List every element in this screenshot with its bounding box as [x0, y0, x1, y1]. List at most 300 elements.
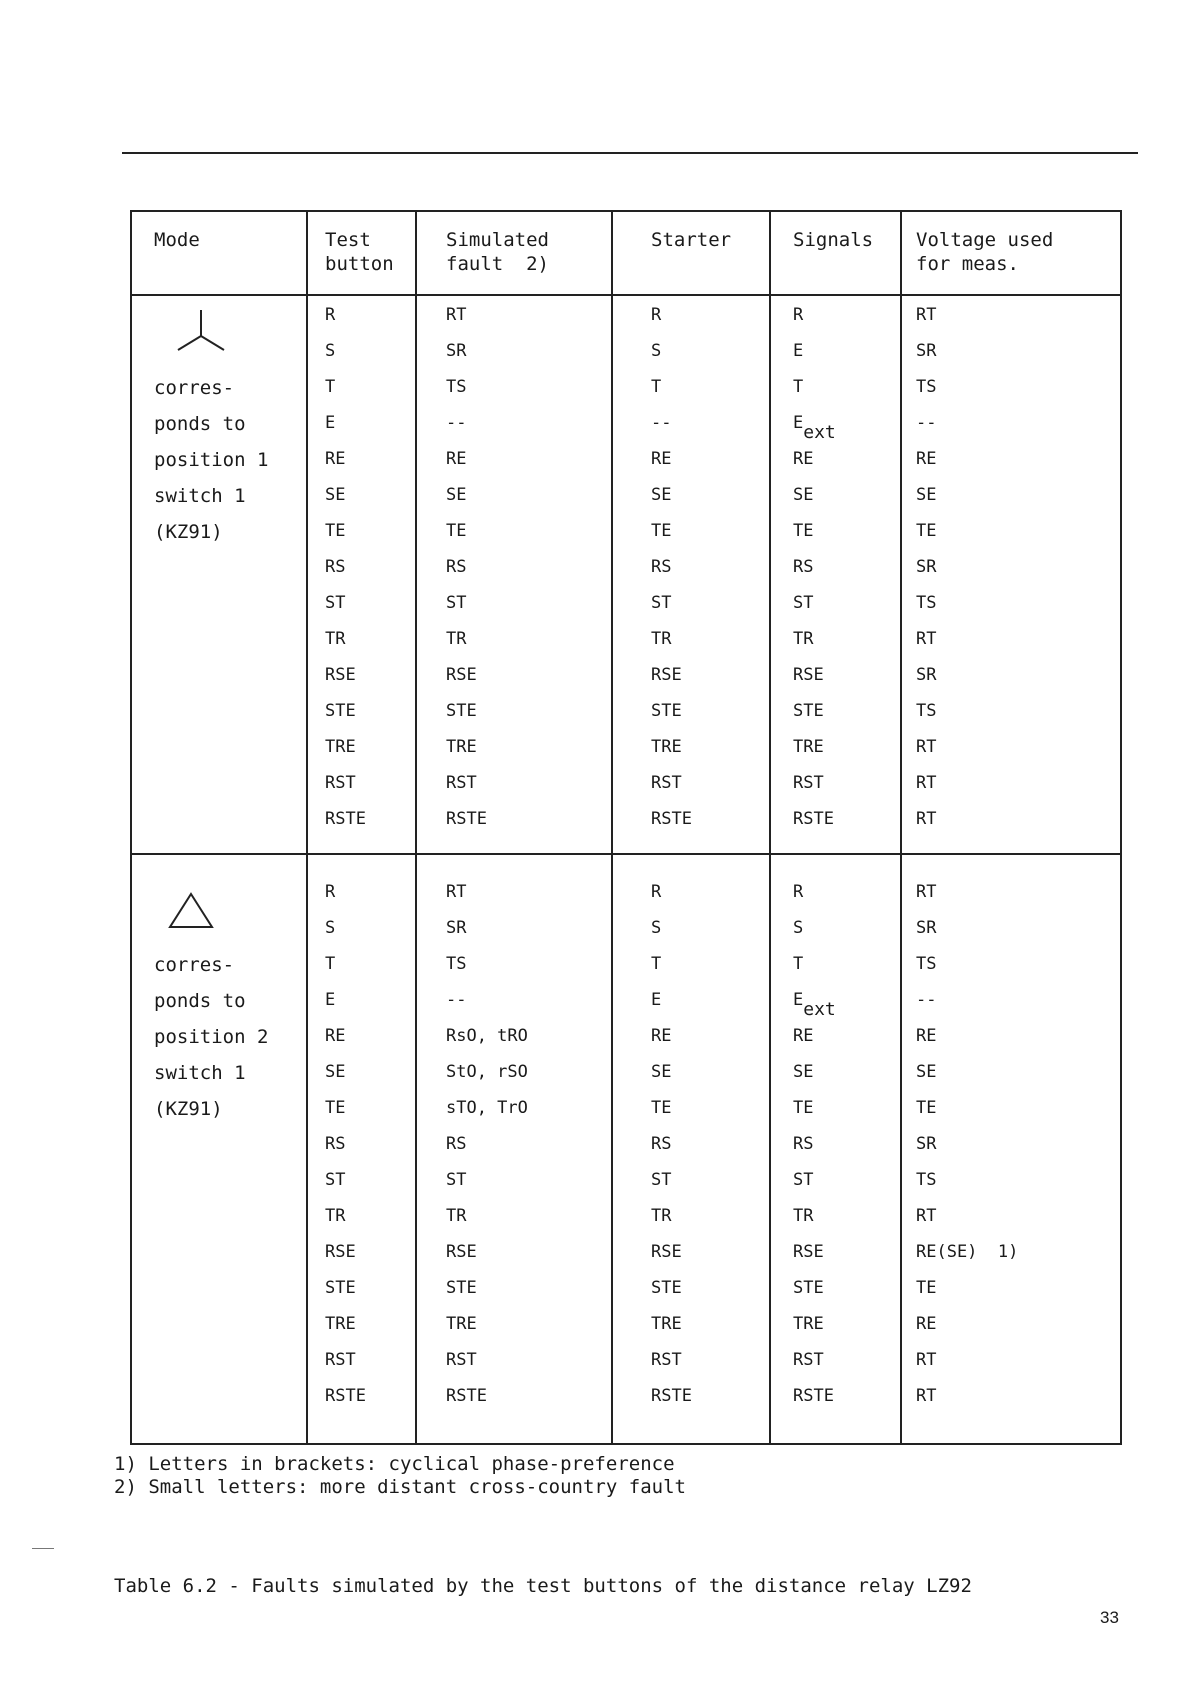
cell-signal-value: E: [793, 413, 804, 433]
cell-voltage: [916, 881, 936, 903]
cell-test: [325, 412, 335, 434]
cell-fault: [446, 376, 466, 398]
cell-signal: [793, 556, 813, 578]
cell-signal-value: RS: [793, 1134, 814, 1154]
header-signals: Signals: [793, 229, 874, 251]
cell-starter: [651, 1349, 682, 1371]
cell-fault: [446, 736, 477, 758]
cell-fault: [446, 1241, 477, 1263]
cell-signal: [793, 376, 803, 398]
cell-voltage: [916, 700, 936, 722]
section-divider: [132, 853, 1120, 855]
cell-fault: [446, 1061, 528, 1083]
cell-voltage-value: RE: [916, 1314, 937, 1334]
column-divider: [415, 212, 417, 1443]
cell-starter-value: R: [651, 305, 662, 325]
cell-starter: [651, 628, 671, 650]
cell-starter-value: TR: [651, 1206, 672, 1226]
cell-voltage: [916, 556, 936, 578]
star-icon: [176, 310, 226, 352]
cell-signal-subscript: ext: [803, 422, 836, 443]
cell-voltage: [916, 772, 936, 794]
cell-signal: [793, 989, 836, 1020]
mode-line: position 2: [154, 1026, 269, 1048]
cell-fault-value: ST: [446, 1170, 467, 1190]
cell-test: [325, 1025, 345, 1047]
cell-fault: [446, 340, 466, 362]
cell-starter-value: ST: [651, 593, 672, 613]
cell-starter: [651, 1133, 671, 1155]
cell-voltage-value: RT: [916, 773, 937, 793]
cell-starter: [651, 484, 671, 506]
cell-test-value: RS: [325, 557, 346, 577]
cell-starter: [651, 1241, 682, 1263]
cell-signal: [793, 1169, 813, 1191]
cell-signal-value: TRE: [793, 737, 824, 757]
cell-starter: [651, 412, 671, 434]
cell-fault-value: RSE: [446, 1242, 477, 1262]
cell-fault: [446, 628, 466, 650]
cell-test-value: SE: [325, 485, 346, 505]
cell-signal: [793, 1025, 813, 1047]
cell-voltage: [916, 917, 936, 939]
cell-voltage: [916, 664, 936, 686]
cell-signal: [793, 881, 803, 903]
cell-test: [325, 1385, 366, 1407]
cell-voltage: [916, 376, 936, 398]
cell-signal-value: RSE: [793, 665, 824, 685]
cell-test-value: RSE: [325, 1242, 356, 1262]
cell-starter-value: T: [651, 377, 662, 397]
cell-signal-value: RSTE: [793, 809, 834, 829]
cell-starter: [651, 448, 671, 470]
cell-voltage: [916, 1097, 936, 1119]
cell-signal: [793, 592, 813, 614]
cell-test: [325, 484, 345, 506]
cell-fault-value: StO, rSO: [446, 1062, 528, 1082]
mode-line: (KZ91): [154, 521, 223, 543]
cell-test: [325, 736, 356, 758]
cell-starter-value: RSE: [651, 1242, 682, 1262]
cell-starter-value: STE: [651, 1278, 682, 1298]
cell-voltage: [916, 1133, 936, 1155]
cell-signal-value: SE: [793, 1062, 814, 1082]
cell-signal: [793, 1277, 824, 1299]
cell-signal: [793, 340, 803, 362]
cell-fault-value: STE: [446, 701, 477, 721]
cell-signal: [793, 628, 813, 650]
cell-test-value: RE: [325, 1026, 346, 1046]
cell-starter: [651, 1205, 671, 1227]
cell-test: [325, 1349, 356, 1371]
delta-triangle-icon: [168, 892, 214, 930]
cell-test: [325, 772, 356, 794]
cell-starter: [651, 376, 661, 398]
cell-voltage: [916, 1061, 936, 1083]
cell-signal: [793, 808, 834, 830]
cell-signal: [793, 736, 824, 758]
cell-test-value: RSTE: [325, 1386, 366, 1406]
cell-fault-value: TS: [446, 954, 467, 974]
cell-fault: [446, 304, 466, 326]
cell-starter: [651, 1097, 671, 1119]
cell-voltage-value: RE: [916, 1026, 937, 1046]
cell-signal-value: STE: [793, 1278, 824, 1298]
cell-fault-value: SE: [446, 485, 467, 505]
cell-signal: [793, 1061, 813, 1083]
cell-voltage: [916, 1277, 936, 1299]
cell-fault: [446, 917, 466, 939]
cell-voltage-value: RT: [916, 882, 937, 902]
cell-voltage: [916, 1241, 1018, 1263]
cell-test: [325, 989, 335, 1011]
cell-fault-value: TR: [446, 629, 467, 649]
cell-test-value: ST: [325, 593, 346, 613]
cell-signal-value: T: [793, 377, 804, 397]
cell-signal-value: TE: [793, 521, 814, 541]
cell-starter: [651, 881, 661, 903]
cell-fault-value: ST: [446, 593, 467, 613]
cell-starter: [651, 700, 682, 722]
cell-signal-value: T: [793, 954, 804, 974]
cell-voltage: [916, 736, 936, 758]
column-divider: [900, 212, 902, 1443]
header-simulated-fault-line1: Simulated: [446, 229, 549, 251]
cell-test: [325, 448, 345, 470]
cell-voltage-value: RT: [916, 1206, 937, 1226]
cell-signal-value: RS: [793, 557, 814, 577]
cell-voltage: [916, 304, 936, 326]
mode-line: (KZ91): [154, 1098, 223, 1120]
cell-voltage-value: RE: [916, 449, 937, 469]
top-rule: [122, 152, 1138, 154]
cell-voltage-value: TE: [916, 521, 937, 541]
cell-voltage: [916, 484, 936, 506]
cell-voltage-value: --: [916, 990, 937, 1010]
cell-test: [325, 304, 335, 326]
cell-voltage-value: TE: [916, 1278, 937, 1298]
cell-fault-value: STE: [446, 1278, 477, 1298]
cell-voltage-value: TS: [916, 377, 937, 397]
cell-voltage-value: RT: [916, 1350, 937, 1370]
cell-starter-value: RS: [651, 557, 672, 577]
cell-starter-value: S: [651, 341, 662, 361]
cell-test-value: TRE: [325, 1314, 356, 1334]
cell-starter-value: RSTE: [651, 809, 692, 829]
cell-test-value: STE: [325, 701, 356, 721]
cell-fault-value: --: [446, 413, 467, 433]
cell-fault: [446, 448, 466, 470]
cell-fault-value: SR: [446, 341, 467, 361]
cell-fault: [446, 484, 466, 506]
cell-fault: [446, 881, 466, 903]
header-test-button-line2: button: [325, 253, 394, 275]
cell-fault-value: RST: [446, 773, 477, 793]
cell-voltage: [916, 953, 936, 975]
cell-signal-value: RST: [793, 773, 824, 793]
cell-voltage-value: SR: [916, 557, 937, 577]
cell-test: [325, 1313, 356, 1335]
cell-test: [325, 592, 345, 614]
cell-signal-value: SE: [793, 485, 814, 505]
cell-signal-value: STE: [793, 701, 824, 721]
cell-fault-value: RS: [446, 557, 467, 577]
cell-voltage-value: RT: [916, 305, 937, 325]
cell-test: [325, 917, 335, 939]
cell-starter: [651, 1061, 671, 1083]
cell-fault: [446, 808, 487, 830]
mode-line: switch 1: [154, 485, 246, 507]
cell-test-value: TRE: [325, 737, 356, 757]
cell-starter: [651, 736, 682, 758]
cell-fault: [446, 592, 466, 614]
cell-test: [325, 1277, 356, 1299]
cell-test-value: T: [325, 954, 336, 974]
cell-signal-value: RE: [793, 449, 814, 469]
cell-signal-value: ST: [793, 1170, 814, 1190]
cell-test-value: E: [325, 413, 336, 433]
cell-voltage: [916, 520, 936, 542]
cell-voltage-value: SR: [916, 918, 937, 938]
cell-fault-value: TRE: [446, 1314, 477, 1334]
cell-signal-value: RSTE: [793, 1386, 834, 1406]
cell-voltage-value: TS: [916, 701, 937, 721]
cell-signal: [793, 1385, 834, 1407]
cell-signal-value: RSE: [793, 1242, 824, 1262]
footnote-1: 1) Letters in brackets: cyclical phase-preference: [114, 1453, 675, 1475]
cell-fault-value: RSTE: [446, 809, 487, 829]
column-divider: [611, 212, 613, 1443]
cell-fault: [446, 700, 477, 722]
cell-test: [325, 664, 356, 686]
cell-voltage-value: SR: [916, 341, 937, 361]
margin-mark: [32, 1548, 54, 1549]
cell-test: [325, 340, 335, 362]
cell-starter: [651, 1385, 692, 1407]
cell-signal-value: R: [793, 882, 804, 902]
cell-signal: [793, 484, 813, 506]
cell-fault-value: RsO, tRO: [446, 1026, 528, 1046]
cell-test-value: RSE: [325, 665, 356, 685]
cell-voltage-value: TS: [916, 593, 937, 613]
cell-test: [325, 1205, 345, 1227]
cell-fault: [446, 1385, 487, 1407]
cell-starter-value: E: [651, 990, 662, 1010]
cell-fault-value: RE: [446, 449, 467, 469]
mode-line: corres-: [154, 954, 235, 976]
header-mode: Mode: [154, 229, 200, 251]
cell-test: [325, 1061, 345, 1083]
cell-signal: [793, 772, 824, 794]
cell-starter: [651, 917, 661, 939]
mode-line: ponds to: [154, 413, 246, 435]
header-starter: Starter: [651, 229, 732, 251]
cell-signal-value: TR: [793, 629, 814, 649]
cell-starter-value: RST: [651, 1350, 682, 1370]
cell-starter-value: RSE: [651, 665, 682, 685]
cell-voltage-value: SR: [916, 665, 937, 685]
cell-voltage: [916, 412, 936, 434]
header-test-button-line1: Test: [325, 229, 371, 251]
cell-fault-value: SR: [446, 918, 467, 938]
cell-signal-subscript: ext: [803, 999, 836, 1020]
cell-signal: [793, 664, 824, 686]
cell-test-value: RST: [325, 1350, 356, 1370]
cell-voltage-value: --: [916, 413, 937, 433]
cell-starter-value: TE: [651, 521, 672, 541]
cell-fault-value: RSE: [446, 665, 477, 685]
cell-voltage: [916, 808, 936, 830]
cell-fault: [446, 1025, 528, 1047]
cell-test-value: RSTE: [325, 809, 366, 829]
cell-voltage: [916, 989, 936, 1011]
cell-starter: [651, 1313, 682, 1335]
cell-test-value: RE: [325, 449, 346, 469]
cell-starter-value: R: [651, 882, 662, 902]
column-divider: [306, 212, 308, 1443]
cell-signal-value: R: [793, 305, 804, 325]
cell-fault-value: TRE: [446, 737, 477, 757]
cell-voltage-value: SR: [916, 1134, 937, 1154]
cell-signal-value: TE: [793, 1098, 814, 1118]
cell-test-value: TR: [325, 1206, 346, 1226]
cell-test: [325, 1133, 345, 1155]
cell-voltage-value: RT: [916, 629, 937, 649]
cell-fault-value: RSTE: [446, 1386, 487, 1406]
cell-voltage-value: SE: [916, 1062, 937, 1082]
cell-fault: [446, 1313, 477, 1335]
cell-test-value: TE: [325, 521, 346, 541]
cell-signal-value: E: [793, 990, 804, 1010]
cell-test: [325, 700, 356, 722]
cell-starter-value: RE: [651, 1026, 672, 1046]
cell-fault-value: RT: [446, 882, 467, 902]
cell-voltage-value: RT: [916, 737, 937, 757]
cell-signal: [793, 520, 813, 542]
cell-voltage: [916, 1025, 936, 1047]
cell-fault: [446, 1205, 466, 1227]
table-caption: Table 6.2 - Faults simulated by the test buttons of the distance relay LZ92: [114, 1575, 972, 1597]
column-divider: [769, 212, 771, 1443]
header-voltage-line1: Voltage used: [916, 229, 1054, 251]
cell-signal-value: TRE: [793, 1314, 824, 1334]
cell-signal: [793, 1205, 813, 1227]
cell-starter-value: TRE: [651, 1314, 682, 1334]
cell-starter: [651, 953, 661, 975]
cell-test-value: RST: [325, 773, 356, 793]
cell-starter-value: RST: [651, 773, 682, 793]
header-simulated-fault-line2: fault 2): [446, 253, 549, 275]
cell-test-value: ST: [325, 1170, 346, 1190]
cell-fault-value: sTO, TrO: [446, 1098, 528, 1118]
cell-voltage-value: RT: [916, 809, 937, 829]
cell-fault: [446, 1277, 477, 1299]
cell-starter: [651, 304, 661, 326]
cell-starter-value: RS: [651, 1134, 672, 1154]
cell-test-value: S: [325, 918, 336, 938]
cell-fault: [446, 772, 477, 794]
cell-voltage-value: RE(SE) 1): [916, 1242, 1019, 1262]
cell-signal-value: S: [793, 918, 804, 938]
cell-starter-value: TRE: [651, 737, 682, 757]
cell-starter-value: S: [651, 918, 662, 938]
cell-signal: [793, 1097, 813, 1119]
page-number: 33: [1100, 1608, 1119, 1627]
cell-test: [325, 881, 335, 903]
cell-test-value: R: [325, 882, 336, 902]
cell-test-value: SE: [325, 1062, 346, 1082]
cell-fault-value: --: [446, 990, 467, 1010]
cell-fault: [446, 953, 466, 975]
cell-fault-value: RST: [446, 1350, 477, 1370]
mode-line: ponds to: [154, 990, 246, 1012]
cell-voltage: [916, 340, 936, 362]
mode-line: position 1: [154, 449, 269, 471]
cell-voltage-value: TS: [916, 954, 937, 974]
cell-signal-value: ST: [793, 593, 814, 613]
cell-starter-value: TE: [651, 1098, 672, 1118]
cell-starter: [651, 1277, 682, 1299]
cell-starter: [651, 772, 682, 794]
cell-starter: [651, 340, 661, 362]
header-voltage-line2: for meas.: [916, 253, 1019, 275]
mode-line: corres-: [154, 377, 235, 399]
cell-starter: [651, 808, 692, 830]
cell-signal: [793, 1349, 824, 1371]
cell-test: [325, 953, 335, 975]
cell-starter: [651, 556, 671, 578]
cell-test-value: TR: [325, 629, 346, 649]
cell-voltage-value: SE: [916, 485, 937, 505]
cell-fault: [446, 520, 466, 542]
cell-test-value: TE: [325, 1098, 346, 1118]
cell-starter-value: ST: [651, 1170, 672, 1190]
cell-test-value: R: [325, 305, 336, 325]
cell-signal: [793, 953, 803, 975]
cell-test-value: STE: [325, 1278, 356, 1298]
cell-voltage: [916, 1205, 936, 1227]
cell-test: [325, 808, 366, 830]
cell-signal: [793, 1133, 813, 1155]
cell-starter-value: T: [651, 954, 662, 974]
cell-voltage: [916, 1385, 936, 1407]
cell-fault-value: TR: [446, 1206, 467, 1226]
cell-signal: [793, 1313, 824, 1335]
cell-starter: [651, 520, 671, 542]
cell-test: [325, 628, 345, 650]
cell-test-value: E: [325, 990, 336, 1010]
cell-fault-value: RS: [446, 1134, 467, 1154]
cell-fault: [446, 412, 466, 434]
cell-fault: [446, 1133, 466, 1155]
cell-starter-value: STE: [651, 701, 682, 721]
cell-starter: [651, 664, 682, 686]
mode-line: switch 1: [154, 1062, 246, 1084]
cell-signal: [793, 1241, 824, 1263]
cell-fault: [446, 1169, 466, 1191]
cell-voltage: [916, 1313, 936, 1335]
cell-signal: [793, 304, 803, 326]
fault-table: [130, 210, 1122, 1445]
cell-starter: [651, 1169, 671, 1191]
cell-fault: [446, 664, 477, 686]
cell-test-value: T: [325, 377, 336, 397]
cell-voltage: [916, 628, 936, 650]
cell-test-value: RS: [325, 1134, 346, 1154]
cell-starter-value: TR: [651, 629, 672, 649]
cell-voltage: [916, 1169, 936, 1191]
cell-fault-value: RT: [446, 305, 467, 325]
